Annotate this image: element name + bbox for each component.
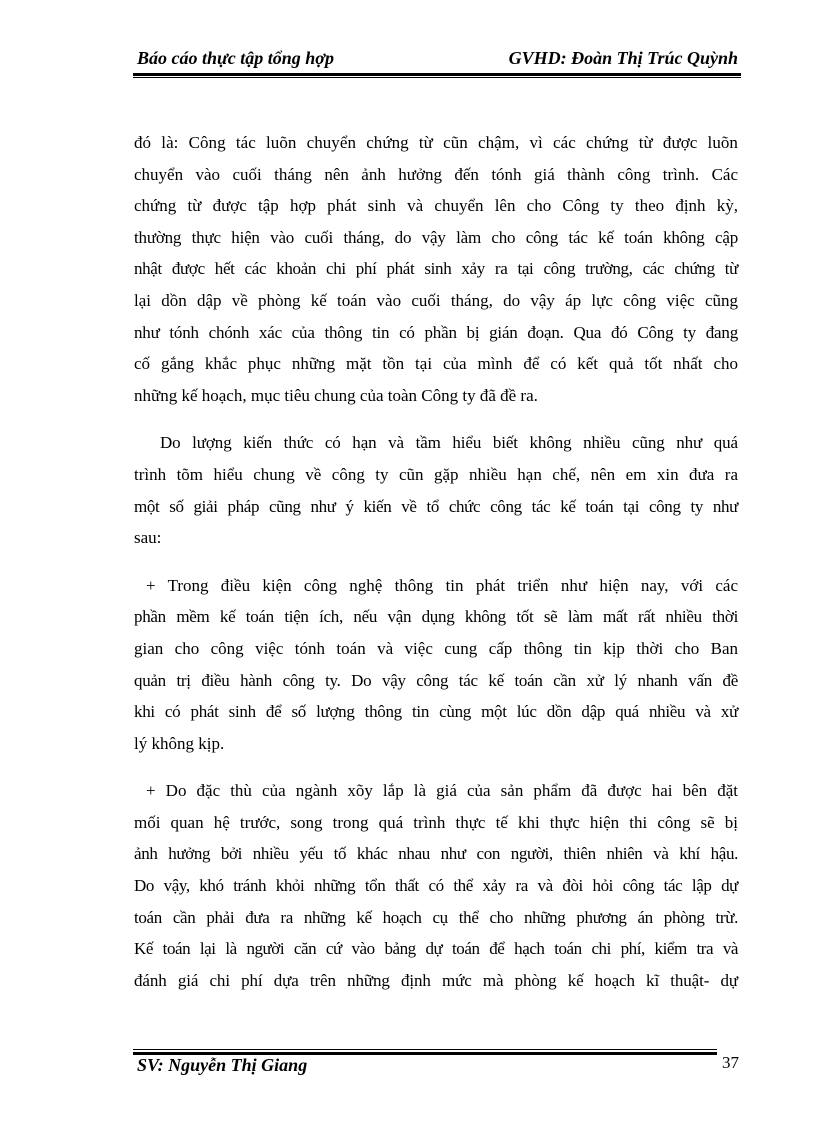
text-line: đó là: Công tác luõn chuyển chứng từ cũn chậm, vì các chứng từ được luõn [134,133,738,152]
text-line: quản trị điều hành công ty. Do vậy công tác kế toán cần xử lý nhanh vấn đề [134,670,738,690]
text-line: cố gắng khắc phục những mặt tồn tại của mình để có kết quả tốt nhất cho [134,354,738,374]
text-line: lại dồn dập về phòng kế toán vào cuối tháng, do vậy áp lực công việc cũng [134,290,738,310]
text-line: chuyển vào cuối tháng nên ảnh hưởng đến tónh giá thành công trình. Các [134,164,738,184]
text-line: Do vậy, khó tránh khỏi những tổn thất có thể xảy ra và đòi hỏi công tác lập dự [134,876,738,896]
advisor-name: GVHD: Đoàn Thị Trúc Quỳnh [508,48,738,68]
text-line: toán cần phải đưa ra những kế hoạch cụ thể cho những phương án phòng trừ. [134,907,738,927]
text-line: chứng từ được tập hợp phát sinh và chuyển lên cho Công ty theo định kỳ, [134,196,738,216]
text-line: một số giải pháp cũng như ý kiến về tổ chức công tác kế toán tại công ty như [134,496,738,516]
text-line: phần mềm kế toán tiện ích, nếu vận dụng không tốt sẽ làm mất rất nhiều thời [134,607,738,627]
text-line: Kế toán lại là người căn cứ vào bảng dự toán để hạch toán chi phí, kiểm tra và [134,939,738,959]
text-line: + Do đặc thù của ngành xõy lắp là giá của sản phẩm đã được hai bên đặt [146,781,738,801]
page-footer [133,1055,739,1081]
page-body [134,127,738,996]
text-line: thường thực hiện vào cuối tháng, do vậy làm cho công tác kế toán không cập [134,227,738,247]
header-rule [133,73,741,76]
student-name: SV: Nguyễn Thị Giang [137,1055,308,1075]
paragraph-4 [134,775,738,996]
paragraph-2 [134,427,738,553]
report-title: Báo cáo thực tập tổng hợp [137,48,334,68]
text-line: Do lượng kiến thức có hạn và tầm hiểu biết không nhiều cũng như quá [160,433,738,453]
text-line: đánh giá chi phí dựa trên những định mức mà phòng kế hoạch kĩ thuật- dự [134,970,738,990]
page-number: 37 [722,1053,739,1072]
text-line: lý không kịp. [134,733,225,753]
text-line: trình tõm hiểu chung về công ty cũn gặp nhiều hạn chế, nên em xin đưa ra [134,464,738,484]
text-line: khi có phát sinh để số lượng thông tin cùng một lúc dồn dập quá nhiều và xử [134,702,738,722]
paragraph-1 [134,127,738,411]
text-line: gian cho công việc tónh toán và việc cung cấp thông tin kịp thời cho Ban [134,638,738,658]
text-line: sau: [134,528,162,548]
text-line: ảnh hưởng bởi nhiều yếu tố khác nhau như con người, thiên nhiên và khí hậu. [134,844,738,864]
text-line: mối quan hệ trước, song trong quá trình thực tế khi thực hiện thi công sẽ bị [134,812,738,832]
paragraph-3 [134,570,738,760]
text-line: những kế hoạch, mục tiêu chung của toàn Công ty đã đề ra. [134,385,538,405]
page-header [133,48,738,74]
text-line: + Trong điều kiện công nghệ thông tin phát triển như hiện nay, với các [146,575,738,595]
text-line: nhật được hết các khoản chi phí phát sinh xảy ra tại công trường, các chứng từ [134,259,738,279]
footer-rule-thin [133,1049,717,1050]
header-rule-thin [133,77,741,78]
text-line: như tónh chónh xác của thông tin có phần bị gián đoạn. Qua đó Công ty đang [134,322,738,342]
